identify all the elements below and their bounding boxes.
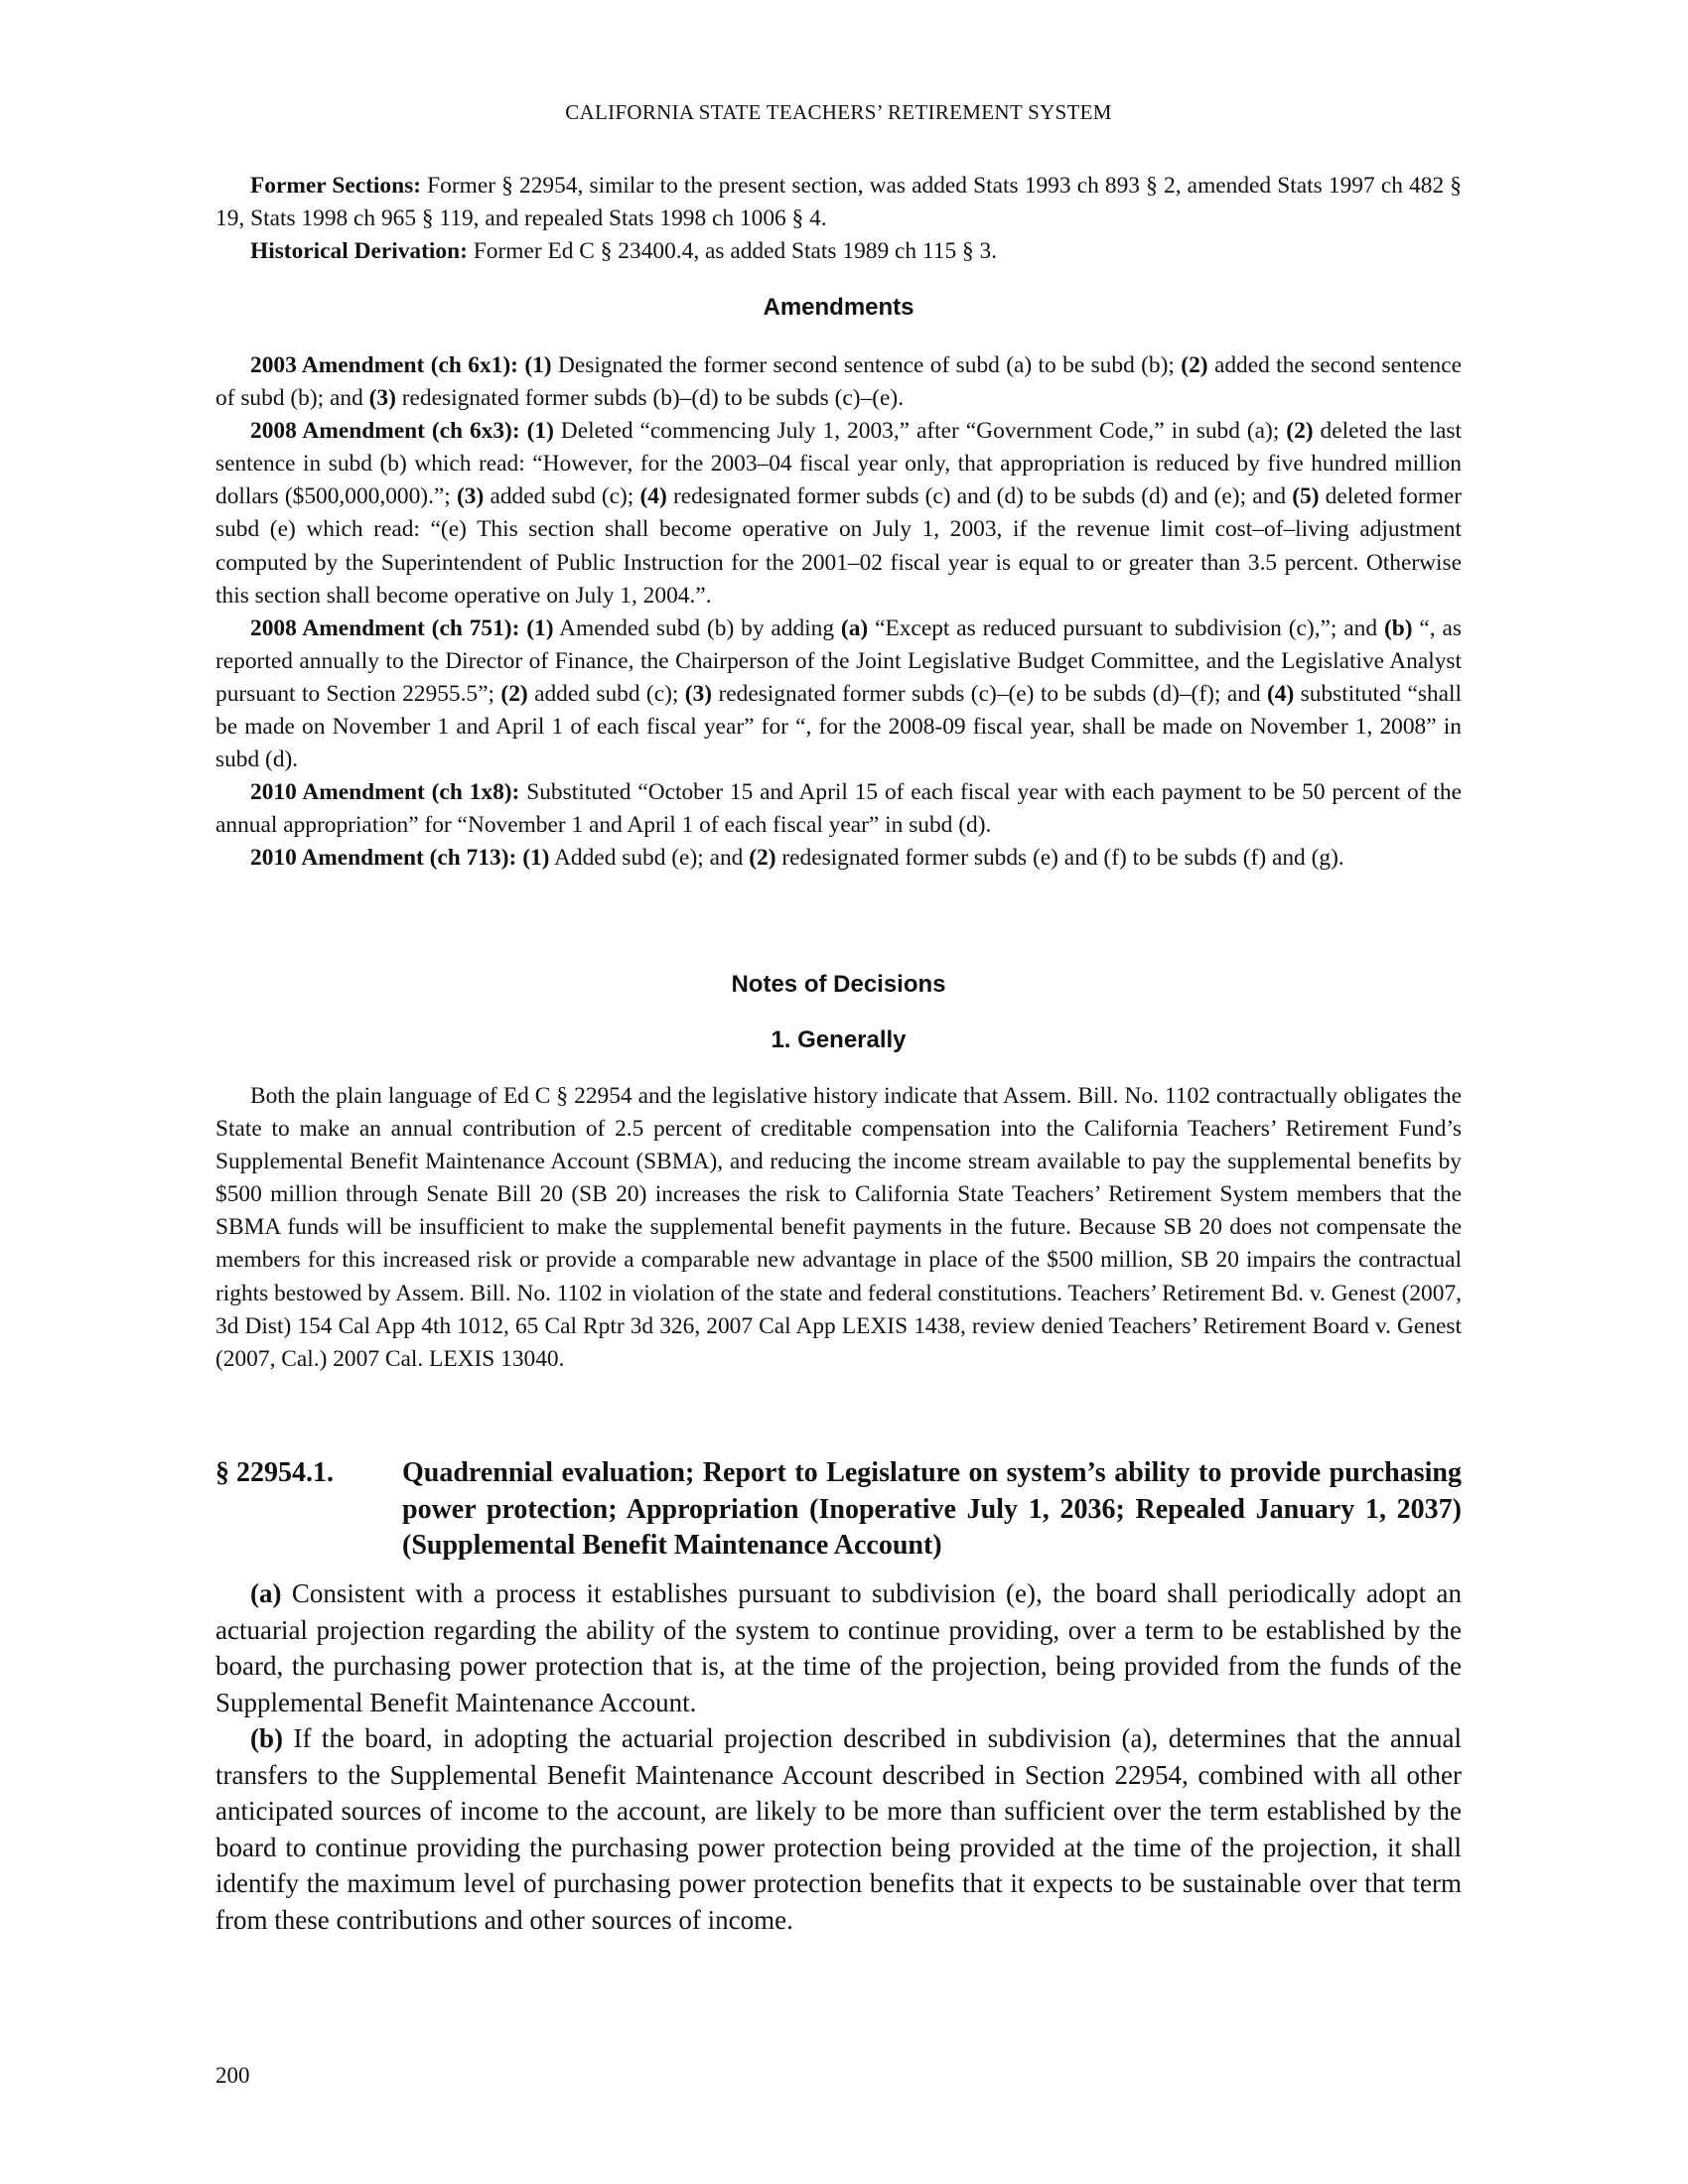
amendments-heading: Amendments <box>763 294 914 321</box>
item-number: (1) <box>522 845 550 872</box>
amendment-label: 2010 Amendment (ch 1x8): <box>250 779 520 806</box>
amendment-text: deleted the last sentence in subd (b) which read: “However, for the 2003–04 fiscal year only, that appropriation is reduced by five hundred million dollars ($500,000,000).”; <box>215 418 1462 510</box>
amendment-text: deleted former subd (e) which read: “(e) This section shall become operative on July 1, 2003, if the revenue limit cost–of–living adjustment computed by the Superintendent of Public Instruction for the 2001–02 fiscal year is equal to or greater than 3.5 percent. Otherwise this section shall become operative on July 1, 2004.”. <box>215 483 1463 609</box>
amendment-text: Amended subd (b) by adding <box>553 614 841 641</box>
amendment-text: redesignated former subds (b)–(d) to be subds (c)–(e). <box>395 385 905 412</box>
amendment-text: added subd (c); <box>484 483 640 510</box>
amendment-text: substituted “shall be made on November 1 and April 1 of each fiscal year” for “, for the 2008-09 fiscal year, shall be made on November 1, 2008” in subd (d). <box>215 680 1463 773</box>
amendment-text: “Except as reduced pursuant to subdivision (c),”; and <box>868 614 1384 641</box>
item-number: (3) <box>684 680 713 707</box>
item-number: (a) <box>840 614 869 641</box>
item-number: (b) <box>1383 614 1413 641</box>
amendment-text: redesignated former subds (e) and (f) to be subds (f) and (g). <box>775 845 1344 872</box>
section-title: Quadrennial evaluation; Report to Legislature on system’s ability to provide purchasing power protection; Appropriation (Inoperative July 1, 2036; Repealed January 1, 2037) (Supplemental Benefit Maintenance Account) <box>402 1457 1462 1561</box>
item-number: (1) <box>526 418 554 445</box>
amendment-text: Substituted “October 15 and April 15 of each fiscal year with each payment to be 50 percent of the annual appropriation” for “November 1 and April 1 of each fiscal year” in subd (d). <box>215 779 1462 839</box>
item-number: (3) <box>368 385 396 412</box>
amendment-2008-751 <box>215 613 1462 776</box>
section-body <box>215 1575 1462 1938</box>
amendment-2010-713 <box>215 842 1462 875</box>
amendment-label: 2008 Amendment (ch 751): <box>250 614 520 641</box>
amendments-list <box>215 349 1462 876</box>
item-number: (1) <box>524 352 552 378</box>
amendment-label: 2010 Amendment (ch 713): <box>250 845 517 872</box>
former-sections-text: Former § 22954, similar to the present section, was added Stats 1993 ch 893 § 2, amended Stats 1997 ch 482 § 19, Stats 1998 ch 965 § 119, and repealed Stats 1998 ch 1006 § 4. <box>215 173 1462 232</box>
amendment-text: added the second sentence of subd (b); and <box>215 352 1462 412</box>
amendment-label: 2003 Amendment (ch 6x1): <box>250 352 518 378</box>
decision-paragraph: Both the plain language of Ed C § 22954 and the legislative history indicate that Assem. Bill. No. 1102 contractually obligates the State to make an annual contribution of 2.5 percent of creditable compensation into the California Teachers’ Retirement Fund’s Supplemental Benefit Maintenance Account (SBMA), and reducing the income stream available to pay the supplemental benefits by $500 million through Senate Bill 20 (SB 20) increases the risk to California State Teachers’ Retirement System members that the SBMA funds will be insufficient to make the supplemental benefit payments in the future. Because SB 20 does not compensate the members for this increased risk or provide a comparable new advantage in place of the $500 million, SB 20 impairs the contractual rights bestowed by Assem. Bill. No. 1102 in violation of the state and federal constitutions. Teachers’ Retirement Bd. v. Genest (2007, 3d Dist) 154 Cal App 4th 1012, 65 Cal Rptr 3d 326, 2007 Cal App LEXIS 1438, review denied Teachers’ Retirement Board v. Genest (2007, Cal.) 2007 Cal. LEXIS 13040. <box>215 1083 1462 1372</box>
historical-derivation-text: Former Ed C § 23400.4, as added Stats 1989 ch 115 § 3. <box>467 238 998 265</box>
subdivision-a <box>215 1575 1462 1720</box>
amendment-2008-6x3 <box>215 415 1462 613</box>
item-number: (4) <box>1267 680 1295 707</box>
item-number: (2) <box>749 845 776 872</box>
notes-of-decisions-heading: Notes of Decisions <box>731 971 946 998</box>
amendment-2010-1x8 <box>215 776 1462 842</box>
former-sections-label: Former Sections: <box>250 173 421 199</box>
generally-heading: 1. Generally <box>771 1026 907 1053</box>
subdivision-b <box>215 1720 1462 1938</box>
item-number: (5) <box>1292 483 1320 510</box>
former-sections-paragraph <box>215 170 1462 235</box>
history-notes <box>215 170 1462 268</box>
item-number: (2) <box>1286 418 1314 445</box>
subdivision-text: If the board, in adopting the actuarial projection described in subdivision (a), determines that the annual transfers to the Supplemental Benefit Maintenance Account described in Section 22954, combined with all other anticipated sources of income to the account, are likely to be more than sufficient over the term established by the board to continue providing the purchasing power protection being provided at the time of the projection, it shall identify the maximum level of purchasing power protection benefits that it expects to be sustainable over that term from these contributions and other sources of income. <box>215 1723 1462 1935</box>
subdivision-text: Consistent with a process it establishes pursuant to subdivision (e), the board shall periodically adopt an actuarial projection regarding the ability of the system to continue providing, over a term to be established by the board, the purchasing power protection that is, at the time of the projection, being provided from the funds of the Supplemental Benefit Maintenance Account. <box>215 1578 1462 1717</box>
amendment-text: Deleted “commencing July 1, 2003,” after “Government Code,” in subd (a); <box>553 418 1287 445</box>
section-number: § 22954.1. <box>215 1457 334 1488</box>
amendment-text: redesignated former subds (c) and (d) to be subds (d) and (e); and <box>666 483 1293 510</box>
amendment-text: “, as reported annually to the Director of Finance, the Chairperson of the Joint Legislative Budget Committee, and the Legislative Analyst pursuant to Section 22955.5”; <box>215 614 1462 707</box>
amendment-text: Added subd (e); and <box>549 845 750 872</box>
amendment-label: 2008 Amendment (ch 6x3): <box>250 418 520 445</box>
subdivision-label: (b) <box>250 1723 283 1753</box>
amendment-2003 <box>215 349 1462 415</box>
historical-derivation-label: Historical Derivation: <box>250 238 468 265</box>
subdivision-label: (a) <box>250 1578 282 1608</box>
amendment-text: added subd (c); <box>527 680 685 707</box>
decision-note <box>215 1080 1462 1376</box>
item-number: (1) <box>526 614 554 641</box>
amendment-text: redesignated former subds (c)–(e) to be subds (d)–(f); and <box>712 680 1267 707</box>
item-number: (4) <box>639 483 667 510</box>
historical-derivation-paragraph <box>215 235 1462 268</box>
item-number: (2) <box>500 680 528 707</box>
section-heading <box>215 1455 1462 1565</box>
amendment-text: Designated the former second sentence of subd (a) to be subd (b); <box>551 352 1182 378</box>
page-number: 200 <box>215 2063 250 2088</box>
item-number: (2) <box>1181 352 1208 378</box>
item-number: (3) <box>456 483 485 510</box>
running-head: CALIFORNIA STATE TEACHERS’ RETIREMENT SYSTEM <box>565 100 1112 124</box>
